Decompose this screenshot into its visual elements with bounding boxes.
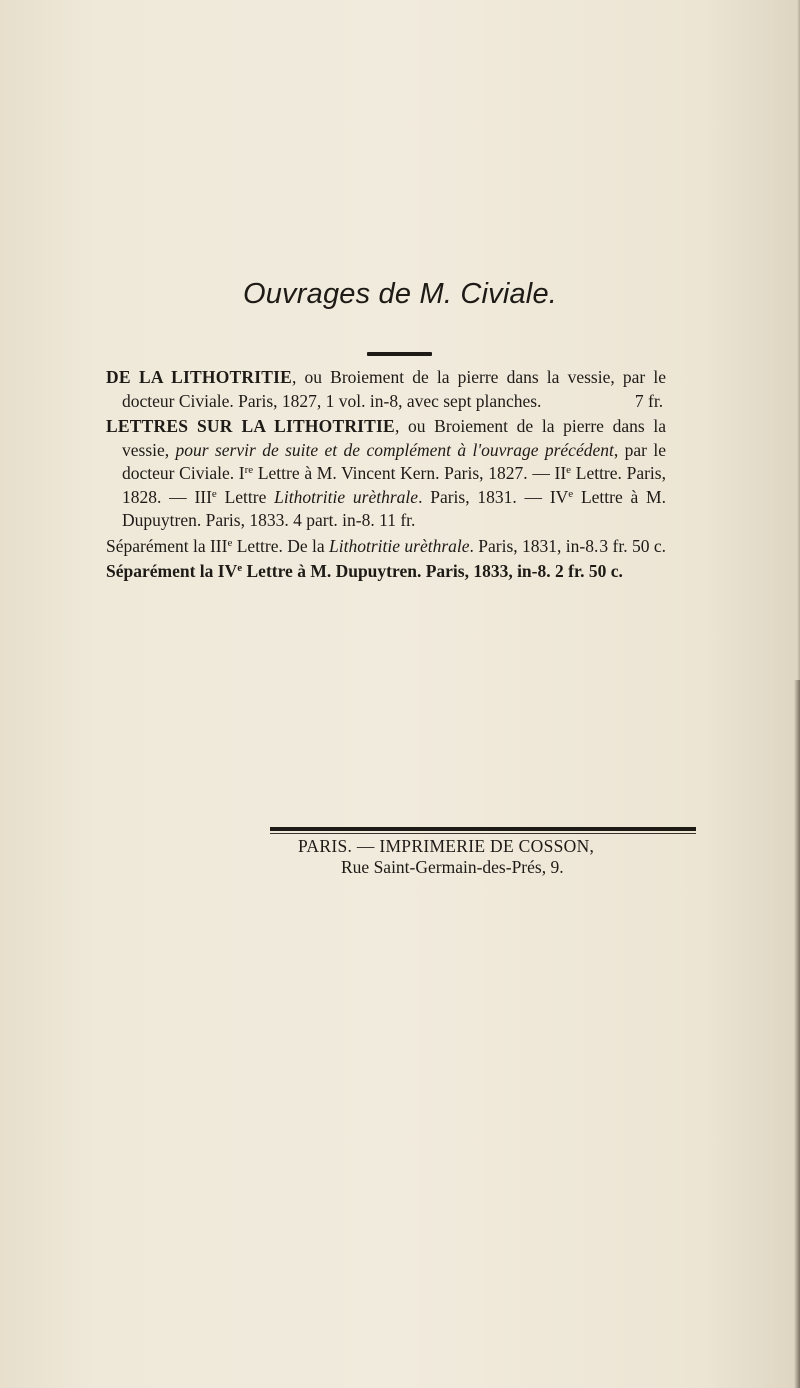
entry-separement-iv xyxy=(106,560,666,584)
entry-lettres-sur-la-lithotritie xyxy=(106,415,666,533)
entry-price: 7 fr. xyxy=(634,390,664,411)
superscript: e xyxy=(211,487,217,500)
page-title: Ouvrages de M. Civiale. xyxy=(242,278,558,310)
footer-divider xyxy=(270,827,696,831)
printer-address: Rue Saint-Germain-des-Prés, 9. xyxy=(341,857,564,877)
entry-text: Lettre. De la xyxy=(232,535,330,556)
entry-text: Lettre. Paris, 1828. — III xyxy=(122,463,666,507)
superscript: e xyxy=(568,487,574,500)
superscript: e xyxy=(237,562,243,574)
bibliography-list xyxy=(106,366,666,584)
entry-text: . Paris, 1831, in-8. xyxy=(469,535,599,556)
entry-italic-text: Lithotritie urèthrale xyxy=(274,486,419,507)
entry-italic-text: pour servir de suite et de complément à l'ouvrage précédent xyxy=(175,439,614,460)
entry-text: Séparément la III xyxy=(106,535,228,556)
superscript: re xyxy=(244,464,254,476)
entry-text: , ou Broiement de la pierre dans la vessie, xyxy=(122,416,666,460)
entry-text: , ou Broiement de la pierre dans la vessie, par le docteur Civiale. Paris, 1827, 1 vol. in-8, avec sept planches. xyxy=(122,367,666,411)
entry-de-la-lithotritie xyxy=(106,366,666,413)
entry-price: 3 fr. 50 c. xyxy=(599,535,666,556)
entry-text: , par le docteur Civiale. I xyxy=(122,439,666,483)
page-edge-shadow xyxy=(794,680,800,1388)
entry-text: Séparément la IV xyxy=(106,561,238,581)
entry-text: Lettre à M. Dupuytren. Paris, 1833, in-8. 2 fr. 50 c. xyxy=(242,561,623,581)
superscript: e xyxy=(227,536,233,549)
entry-lead: DE LA LITHOTRITIE xyxy=(106,367,293,387)
entry-text: Lettre à M. Vincent Kern. Paris, 1827. — II xyxy=(253,463,567,483)
entry-separement-iii xyxy=(106,535,666,559)
footer-divider-thin xyxy=(270,833,696,834)
title-divider xyxy=(367,352,432,356)
entry-italic-text: Lithotritie urèthrale xyxy=(329,535,470,556)
superscript: e xyxy=(566,464,572,476)
entry-lead: LETTRES SUR LA LITHOTRITIE xyxy=(106,416,395,436)
entry-text: . Paris, 1831. — IV xyxy=(418,486,569,507)
entry-text: Lettre à M. Dupuytren. Paris, 1833. 4 part. in-8. 11 fr. xyxy=(122,486,666,530)
entry-text: Lettre xyxy=(216,486,275,507)
printer-line: PARIS. — IMPRIMERIE DE COSSON, xyxy=(298,836,595,856)
